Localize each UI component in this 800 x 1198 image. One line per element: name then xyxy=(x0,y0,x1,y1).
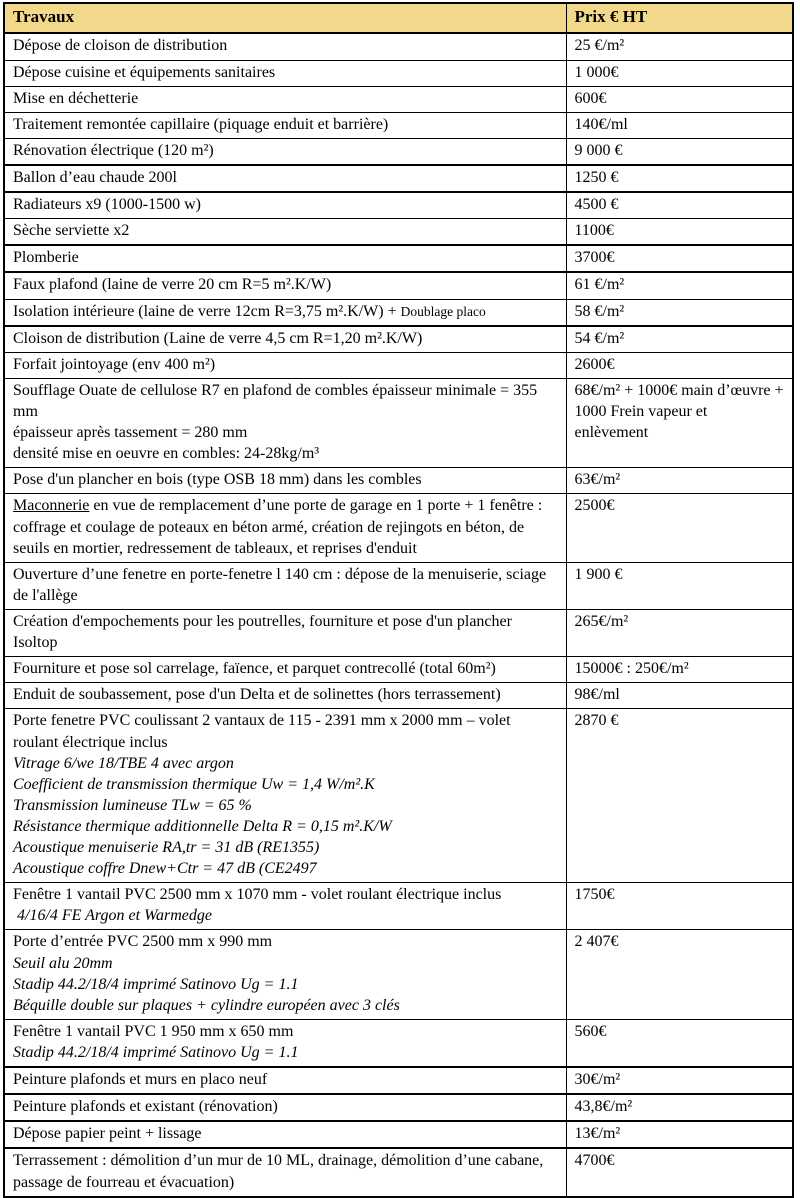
travaux-text: Porte fenetre PVC coulissant 2 vantaux de 115 - 2391 mm x 2000 mm – volet roulant électrique inclus xyxy=(13,712,511,751)
table-row xyxy=(4,1019,793,1067)
travaux-text: Enduit de soubassement, pose d'un Delta et de solinettes (hors terrassement) xyxy=(13,686,501,704)
prix-cell: 2870 € xyxy=(566,709,793,883)
travaux-cell xyxy=(4,562,566,609)
travaux-text: Cloison de distribution (Laine de verre 4,5 cm R=1,20 m².K/W) xyxy=(13,329,423,347)
travaux-line xyxy=(13,354,558,375)
travaux-text: Sèche serviette x2 xyxy=(13,222,130,240)
travaux-text: densité mise en oeuvre en combles: 24-28kg/m³ xyxy=(13,445,320,463)
travaux-text: en vue de remplacement d’une porte de garage en 1 porte + 1 fenêtre : coffrage et coulage de poteaux en béton armé, création de rejingots en béton, de seuils en mortier, redressement de tableaux, et reprises d'enduit xyxy=(13,497,543,557)
prix-cell: 61 €/m² xyxy=(566,272,793,299)
travaux-cell xyxy=(4,326,566,353)
travaux-line xyxy=(13,1096,558,1117)
travaux-line xyxy=(13,88,558,109)
travaux-text: Peinture plafonds et existant (rénovation) xyxy=(13,1098,278,1116)
table-row xyxy=(4,683,793,709)
travaux-text: Maconnerie xyxy=(13,497,90,515)
travaux-text: Rénovation électrique (120 m²) xyxy=(13,141,214,159)
travaux-text: Fenêtre 1 vantail PVC 2500 mm x 1070 mm - volet roulant électrique inclus xyxy=(13,886,502,904)
travaux-line xyxy=(13,220,558,241)
header-row xyxy=(4,3,793,33)
travaux-text: Terrassement : démolition d’un mur de 10 ML, drainage, démolition d’une cabane, passage de fourreau et évacuation) xyxy=(13,1152,544,1191)
table-row xyxy=(4,326,793,353)
travaux-line xyxy=(13,753,558,774)
prix-cell: 1 900 € xyxy=(566,562,793,609)
travaux-text: Vitrage 6/we 18/TBE 4 avec argon xyxy=(13,754,234,772)
travaux-line xyxy=(13,301,558,322)
header-cell-prix: Prix € HT xyxy=(566,3,793,33)
table-row xyxy=(4,1067,793,1094)
travaux-text: épaisseur après tassement = 280 mm xyxy=(13,424,248,442)
prix-cell: 9 000 € xyxy=(566,138,793,165)
travaux-text: Ouverture d’une fenetre en porte-fenetre l 140 cm : dépose de la menuiserie, sciage de l'allège xyxy=(13,565,547,604)
travaux-line xyxy=(13,611,558,653)
travaux-line xyxy=(13,710,558,752)
travaux-line xyxy=(13,816,558,837)
prix-cell: 54 €/m² xyxy=(566,326,793,353)
travaux-text: Béquille double sur plaques + cylindre européen avec 3 clés xyxy=(13,996,400,1014)
prix-cell: 58 €/m² xyxy=(566,299,793,326)
travaux-line xyxy=(13,684,558,705)
table-row xyxy=(4,1148,793,1196)
travaux-cell xyxy=(4,352,566,378)
prix-cell: 30€/m² xyxy=(566,1067,793,1094)
travaux-line xyxy=(13,469,558,490)
table-row xyxy=(4,219,793,246)
travaux-text: Acoustique menuiserie RA,tr = 31 dB (RE1355) xyxy=(13,839,320,857)
table-row xyxy=(4,709,793,883)
table-row xyxy=(4,60,793,86)
travaux-cell xyxy=(4,60,566,86)
travaux-line xyxy=(13,1123,558,1144)
travaux-text: 4/16/4 FE Argon et Warmedge xyxy=(13,907,212,925)
prix-cell: 25 €/m² xyxy=(566,33,793,60)
travaux-line xyxy=(13,167,558,188)
travaux-text: Création d'empochements pour les poutrelles, fourniture et pose d'un plancher Isoltop xyxy=(13,612,512,652)
travaux-text: Isolation intérieure (laine de verre 12cm R=3,75 m².K/W) + xyxy=(13,302,401,320)
table-row xyxy=(4,245,793,272)
prix-cell: 140€/ml xyxy=(566,112,793,138)
travaux-line xyxy=(13,837,558,858)
travaux-line xyxy=(13,422,558,443)
table-row xyxy=(4,1121,793,1148)
travaux-text: Stadip 44.2/18/4 imprimé Satinovo Ug = 1.1 xyxy=(13,1044,299,1062)
table-row xyxy=(4,468,793,494)
travaux-text: Fourniture et pose sol carrelage, faïence, et parquet contrecollé (total 60m²) xyxy=(13,660,496,678)
travaux-line xyxy=(13,1150,558,1192)
travaux-cell xyxy=(4,468,566,494)
prix-cell: 43,8€/m² xyxy=(566,1094,793,1121)
prix-cell: 2500€ xyxy=(566,494,793,562)
travaux-cell xyxy=(4,883,566,930)
travaux-cell xyxy=(4,1121,566,1148)
travaux-text: Stadip 44.2/18/4 imprimé Satinovo Ug = 1.1 xyxy=(13,975,299,993)
travaux-line xyxy=(13,931,558,952)
table-row xyxy=(4,138,793,165)
prix-cell: 63€/m² xyxy=(566,468,793,494)
travaux-text: Doublage placo xyxy=(400,303,486,319)
table-row xyxy=(4,86,793,112)
table-header xyxy=(4,3,793,33)
table-row xyxy=(4,494,793,562)
travaux-cell xyxy=(4,709,566,883)
travaux-line xyxy=(13,974,558,995)
travaux-cell xyxy=(4,609,566,656)
travaux-line xyxy=(13,328,558,349)
travaux-text: Mise en déchetterie xyxy=(13,89,139,107)
travaux-line xyxy=(13,795,558,816)
table-row xyxy=(4,378,793,467)
travaux-line xyxy=(13,995,558,1016)
travaux-cell xyxy=(4,930,566,1019)
travaux-text: Forfait jointoyage (env 400 m²) xyxy=(13,355,216,373)
travaux-cell xyxy=(4,138,566,165)
table-row xyxy=(4,192,793,219)
travaux-text: Peinture plafonds et murs en placo neuf xyxy=(13,1071,268,1089)
table-row xyxy=(4,165,793,192)
travaux-cell xyxy=(4,245,566,272)
travaux-cell xyxy=(4,1148,566,1196)
prix-cell: 560€ xyxy=(566,1019,793,1067)
travaux-text: Faux plafond (laine de verre 20 cm R=5 m².K/W) xyxy=(13,276,332,294)
travaux-line xyxy=(13,1021,558,1042)
travaux-cell xyxy=(4,165,566,192)
travaux-text: Acoustique coffre Dnew+Ctr = 47 dB (CE2497 xyxy=(13,860,317,878)
travaux-line xyxy=(13,858,558,879)
table-row xyxy=(4,33,793,60)
travaux-cell xyxy=(4,1094,566,1121)
table-row xyxy=(4,883,793,930)
travaux-cell xyxy=(4,219,566,246)
travaux-text: Plomberie xyxy=(13,249,79,267)
prix-cell: 1750€ xyxy=(566,883,793,930)
table-row xyxy=(4,272,793,299)
table-row xyxy=(4,352,793,378)
travaux-cell xyxy=(4,1067,566,1094)
travaux-cell xyxy=(4,1019,566,1067)
travaux-cell xyxy=(4,378,566,467)
table-row xyxy=(4,112,793,138)
prix-cell: 68€/m² + 1000€ main d’œuvre + 1000 Frein vapeur et enlèvement xyxy=(566,378,793,467)
travaux-line xyxy=(13,274,558,295)
travaux-line xyxy=(13,953,558,974)
prix-cell: 2600€ xyxy=(566,352,793,378)
travaux-line xyxy=(13,114,558,135)
prix-cell: 98€/ml xyxy=(566,683,793,709)
travaux-line xyxy=(13,884,558,905)
prix-cell: 15000€ : 250€/m² xyxy=(566,657,793,683)
works-price-table xyxy=(3,2,794,1198)
travaux-line xyxy=(13,495,558,558)
prix-cell: 2 407€ xyxy=(566,930,793,1019)
travaux-line xyxy=(13,774,558,795)
prix-cell: 600€ xyxy=(566,86,793,112)
travaux-line xyxy=(13,380,558,422)
travaux-text: Coefficient de transmission thermique Uw = 1,4 W/m².K xyxy=(13,775,375,793)
travaux-text: Dépose papier peint + lissage xyxy=(13,1125,202,1143)
table-row xyxy=(4,1094,793,1121)
travaux-cell xyxy=(4,272,566,299)
travaux-cell xyxy=(4,192,566,219)
travaux-text: Résistance thermique additionnelle Delta R = 0,15 m².K/W xyxy=(13,817,392,835)
travaux-cell xyxy=(4,299,566,326)
table-row xyxy=(4,930,793,1019)
travaux-line xyxy=(13,194,558,215)
travaux-line xyxy=(13,1042,558,1063)
prix-cell: 3700€ xyxy=(566,245,793,272)
travaux-cell xyxy=(4,494,566,562)
travaux-text: Dépose cuisine et équipements sanitaires xyxy=(13,63,276,81)
travaux-line xyxy=(13,140,558,161)
header-cell-travaux: Travaux xyxy=(4,3,566,33)
travaux-text: Traitement remontée capillaire (piquage enduit et barrière) xyxy=(13,115,389,133)
travaux-line xyxy=(13,62,558,83)
prix-cell: 4500 € xyxy=(566,192,793,219)
travaux-cell xyxy=(4,683,566,709)
travaux-text: Pose d'un plancher en bois (type OSB 18 mm) dans les combles xyxy=(13,471,422,489)
travaux-line xyxy=(13,564,558,606)
table-row xyxy=(4,657,793,683)
travaux-line xyxy=(13,443,558,464)
travaux-text: Transmission lumineuse TLw = 65 % xyxy=(13,796,252,814)
prix-cell: 4700€ xyxy=(566,1148,793,1196)
travaux-text: Radiateurs x9 (1000-1500 w) xyxy=(13,196,201,214)
travaux-cell xyxy=(4,86,566,112)
travaux-line xyxy=(13,35,558,56)
travaux-line xyxy=(13,905,558,926)
travaux-line xyxy=(13,1069,558,1090)
travaux-cell xyxy=(4,33,566,60)
prix-cell: 265€/m² xyxy=(566,609,793,656)
travaux-line xyxy=(13,247,558,268)
travaux-text: Fenêtre 1 vantail PVC 1 950 mm x 650 mm xyxy=(13,1022,294,1040)
travaux-text: Porte d’entrée PVC 2500 mm x 990 mm xyxy=(13,933,273,951)
table-body xyxy=(4,33,793,1196)
prix-cell: 1250 € xyxy=(566,165,793,192)
travaux-text: Seuil alu 20mm xyxy=(13,954,113,972)
prix-cell: 1100€ xyxy=(566,219,793,246)
travaux-cell xyxy=(4,657,566,683)
travaux-text: Soufflage Ouate de cellulose R7 en plafond de combles épaisseur minimale = 355 mm xyxy=(13,381,538,420)
prix-cell: 13€/m² xyxy=(566,1121,793,1148)
prix-cell: 1 000€ xyxy=(566,60,793,86)
travaux-cell xyxy=(4,112,566,138)
table-row xyxy=(4,609,793,656)
table-row xyxy=(4,299,793,326)
travaux-line xyxy=(13,658,558,679)
travaux-text: Ballon d’eau chaude 200l xyxy=(13,168,177,186)
travaux-text: Dépose de cloison de distribution xyxy=(13,37,228,55)
table-row xyxy=(4,562,793,609)
